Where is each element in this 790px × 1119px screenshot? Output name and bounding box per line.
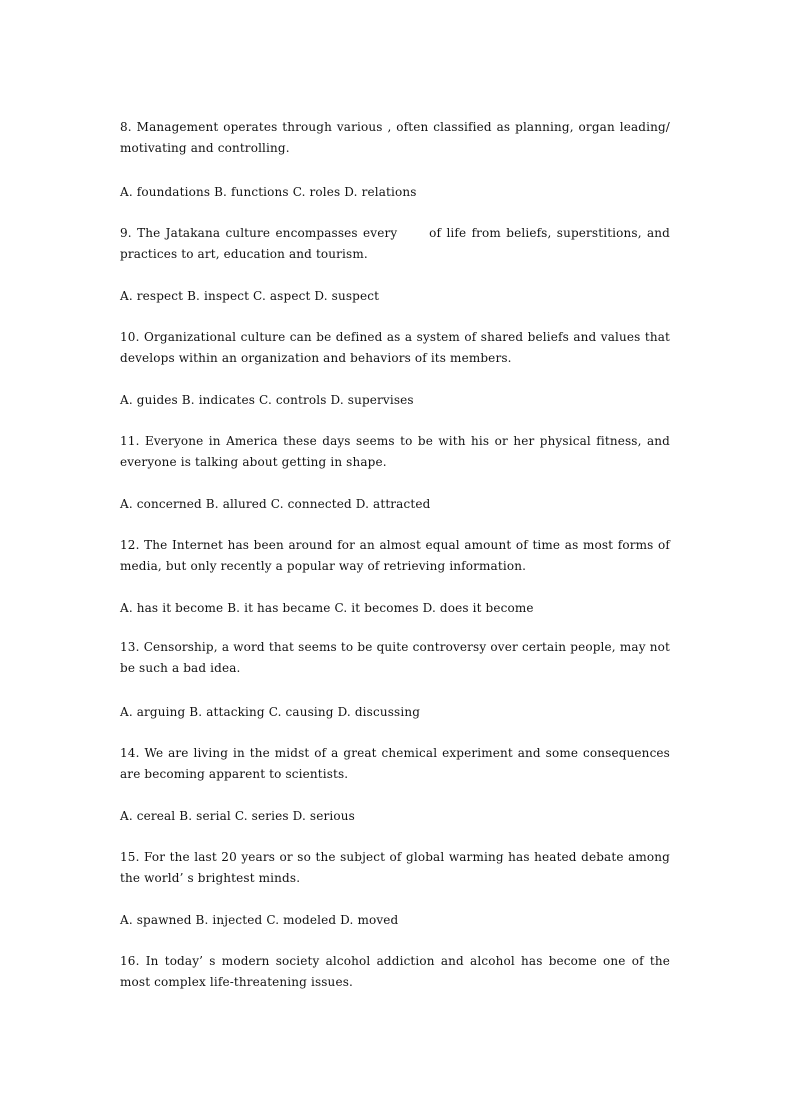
question-11: [120, 431, 670, 473]
question-text: Censorship, a word that seems to be quite controversy over certain people, may not be such a bad idea.: [120, 640, 670, 675]
question-text: Management operates through various , often classified as planning, organ leading/ motivating and controlling.: [120, 120, 670, 155]
question-text: Everyone in America these days seems to be with his or her physical fitness, and everyone is talking about getting in shape.: [120, 434, 670, 469]
question-text: Organizational culture can be defined as a system of shared beliefs and values that develops within an organization and behaviors of its members.: [120, 330, 671, 365]
question-number: 15.: [120, 850, 140, 864]
question-14-options: A. cereal B. serial C. series D. serious: [120, 809, 355, 823]
question-text: For the last 20 years or so the subject of global warming has heated debate among the world’ s brightest minds.: [120, 850, 670, 885]
question-text: In today’ s modern society alcohol addiction and alcohol has become one of the most complex life-threatening issues.: [120, 954, 670, 989]
question-number: 9.: [120, 226, 132, 240]
question-11-options: A. concerned B. allured C. connected D. attracted: [120, 497, 431, 511]
question-number: 16.: [120, 954, 140, 968]
question-15: [120, 847, 670, 889]
question-text: The Jatakana culture encompasses every of life from beliefs, superstitions, and practices to art, education and tourism.: [120, 226, 674, 261]
question-9: [120, 223, 674, 265]
question-8-options: A. foundations B. functions C. roles D. relations: [120, 185, 417, 199]
question-12: [120, 535, 670, 577]
question-13-options: A. arguing B. attacking C. causing D. discussing: [120, 705, 421, 719]
question-text: We are living in the midst of a great chemical experiment and some consequences are becoming apparent to scientists.: [120, 746, 670, 781]
question-10: [120, 327, 670, 369]
question-10-options: A. guides B. indicates C. controls D. supervises: [120, 393, 414, 407]
question-12-options: A. has it become B. it has became C. it becomes D. does it become: [120, 601, 534, 615]
question-number: 8.: [120, 120, 132, 134]
question-number: 12.: [120, 538, 140, 552]
question-13: [120, 637, 670, 679]
question-14: [120, 743, 670, 785]
question-15-options: A. spawned B. injected C. modeled D. moved: [120, 913, 399, 927]
question-number: 14.: [120, 746, 140, 760]
question-9-options: A. respect B. inspect C. aspect D. suspect: [120, 289, 380, 303]
question-8: [120, 117, 670, 159]
question-16: [120, 951, 670, 993]
question-number: 10.: [120, 330, 140, 344]
question-number: 13.: [120, 640, 140, 654]
question-text: The Internet has been around for an almost equal amount of time as most forms of media, but only recently a popular way of retrieving information.: [120, 538, 670, 573]
question-number: 11.: [120, 434, 140, 448]
